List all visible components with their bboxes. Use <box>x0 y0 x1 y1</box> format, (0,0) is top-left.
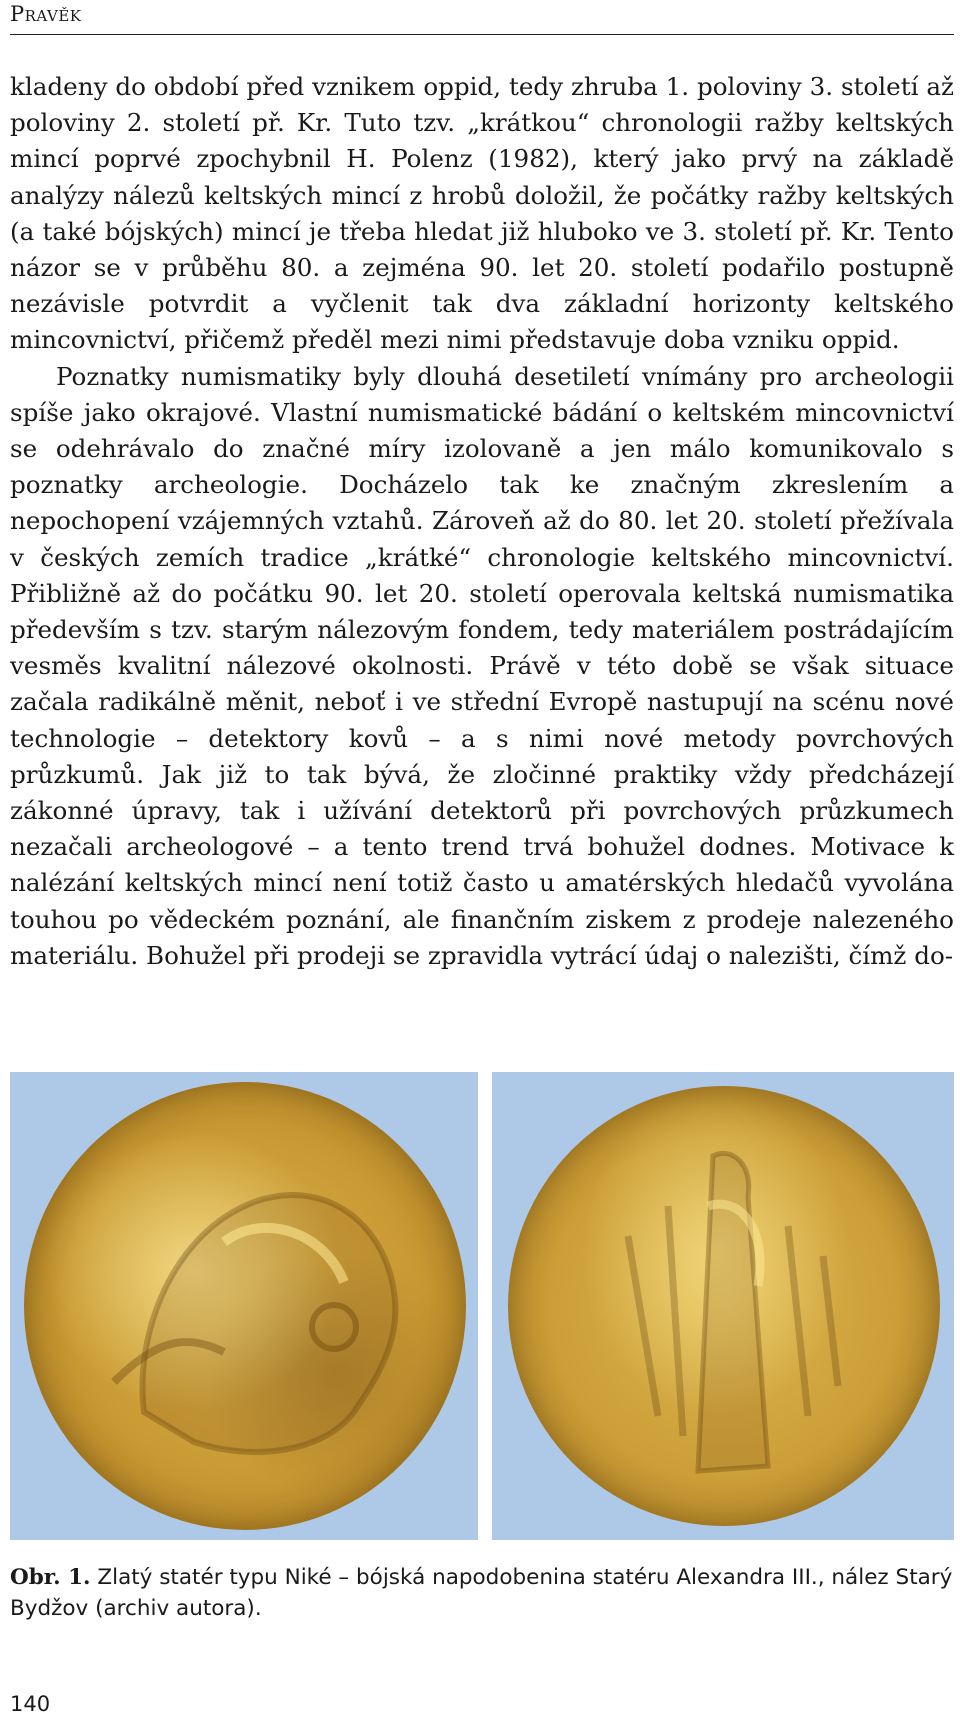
coin-reverse-photo <box>492 1072 954 1540</box>
header-rule <box>10 34 954 35</box>
coin-obverse <box>24 1082 466 1530</box>
figure-label: Obr. 1. <box>10 1565 91 1590</box>
paragraph: kladeny do období před vznikem oppid, tedy zhruba 1. poloviny 3. století až poloviny 2. století př. Kr. Tuto tzv. „krátkou“ chronologii ražby keltských mincí poprvé zpochybnil H. Polenz (1982), který jako prvý na základě analýzy nálezů keltských mincí z hrobů doložil, že počátky ražby keltských (a také bójských) mincí je třeba hledat již hluboko ve 3. století př. Kr. Tento názor se v průběhu 80. a zejména 90. let 20. století podařilo postupně nezávisle potvrdit a vyčlenit tak dva základní horizonty keltského mincovnictví, přičemž předěl mezi nimi představuje doba vzniku oppid. <box>10 72 954 355</box>
paragraph: Poznatky numismatiky byly dlouhá desetiletí vnímány pro archeologii spíše jako okrajové. Vlastní numismatické bádání o keltském mincovnictví se odehrávalo do značné míry izolovaně a jen málo komunikovalo s poznatky archeologie. Docházelo tak ke značným zkreslením a nepochopení vzájemných vztahů. Zároveň až do 80. let 20. století přežívala v českých zemích tradice „krátké“ chronologie keltského mincovnictví. Přibližně až do počátku 90. let 20. století operovala keltská numismatika především s tzv. starým nálezovým fondem, tedy materiálem postrádajícím vesměs kvalitní nálezové okolnosti. Právě v této době se však situace začala radikálně měnit, neboť i ve střední Evropě nastupují na scénu nové technologie – detektory kovů – a s nimi nové metody povrchových průzkumů. Jak již to tak bývá, že zločinné praktiky vždy předcházejí zákonné úpravy, tak i užívání detektorů při povrchových průzkumech nezačali archeologové – a tento trend trvá bohužel dodnes. Motivace k nalézání keltských mincí není totiž často u amatérských hledačů vyvolána touhou po vědeckém poznání, ale finančním ziskem z prodeje nalezeného materiálu. Bohužel při prodeji se zpravidla vytrácí údaj o nalezišti, čímž do- <box>10 361 954 970</box>
running-head: Pravěk <box>10 2 82 26</box>
page-number: 140 <box>10 1692 51 1716</box>
obverse-relief <box>24 1082 466 1530</box>
coin-obverse-photo <box>10 1072 478 1540</box>
figure-caption-text: Zlatý statér typu Niké – bójská napodobenina statéru Alexandra III., nález Starý Bydžov (archiv autora). <box>10 1565 953 1621</box>
body-text <box>10 69 954 974</box>
figure-caption <box>10 1562 954 1624</box>
coin-figure <box>10 1072 954 1540</box>
reverse-relief <box>508 1086 940 1526</box>
coin-reverse <box>508 1086 940 1526</box>
